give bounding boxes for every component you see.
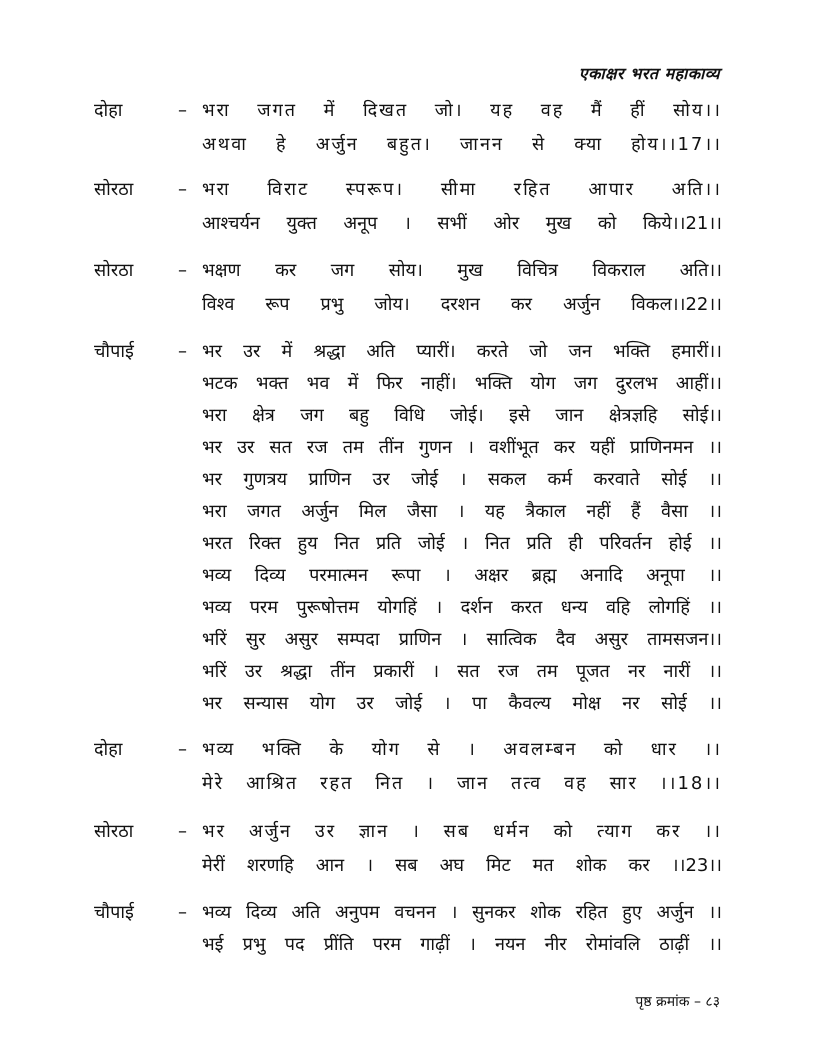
stanza-dash: – (178, 260, 187, 281)
verse-line: मेरीं शरणहि आन । सब अघ मिट मत शोक कर ।।23।। (202, 855, 722, 876)
verse-line: आश्चर्यन युक्त अनूप । सभीं ओर मुख को किये।।21।। (202, 213, 722, 234)
stanza-dash: – (178, 821, 187, 842)
verse-line: भरत रिक्त हुय नित प्रति जोई । नित प्रति ही परिवर्तन होई ।। (202, 533, 722, 554)
stanza-label: दोहा (94, 739, 123, 760)
verse-line: भर उर सत रज तम तींन गुणन । वशींभूत कर यहीं प्राणिनमन ।। (202, 437, 722, 458)
verse-line: भई प्रभु पद प्रींति परम गाढ़ीं । नयन नीर रोमांवलि ठाढ़ीं ।। (202, 934, 722, 955)
verse-line: भव्य दिव्य अति अनुपम वचनन । सुनकर शोक रहित हुए अर्जुन ।। (202, 902, 722, 923)
stanza-dash: – (178, 902, 187, 923)
verse-line: भर सन्यास योग उर जोई । पा कैवल्य मोक्ष नर सोई ।। (202, 693, 722, 714)
verse-line: भरा विराट स्परूप। सीमा रहित आपार अति।। (202, 179, 722, 200)
verse-line: भर अर्जुन उर ज्ञान । सब धर्मन को त्याग कर ।। (202, 821, 722, 842)
verse-line: भरिं उर श्रद्धा तींन प्रकारीं । सत रज तम पूजत नर नारीं ।। (202, 661, 722, 682)
verse-line: भटक भक्त भव में फिर नाहीं। भक्ति योग जग दुरलभ आहीं।। (202, 373, 722, 394)
verse-line: भव्य परम पुरूषोत्तम योगहिं । दर्शन करत धन्य वहि लोगहिं ।। (202, 597, 722, 618)
verse-line: भरा क्षेत्र जग बहु विधि जोई। इसे जान क्षेत्रज्ञहि सोई।। (202, 405, 722, 426)
stanza-dash: – (178, 179, 187, 200)
verse-line: मेरे आश्रित रहत नित । जान तत्व वह सार ।।18।। (202, 773, 722, 794)
verse-line: अथवा हे अर्जुन बहुत। जानन से क्या होय।।17।। (202, 134, 722, 155)
page-header-title: एकाक्षर भरत महाकाव्य (578, 64, 720, 83)
verse-line: भव्य भक्ति के योग से । अवलम्बन को धार ।। (202, 739, 722, 760)
page-number: पृष्ठ क्रमांक – ८३ (635, 994, 720, 1010)
stanza-label: चौपाई (94, 902, 134, 923)
verse-line: भक्षण कर जग सोय। मुख विचित्र विकराल अति।। (202, 260, 722, 281)
verse-line: भरिं सुर असुर सम्पदा प्राणिन । सात्विक दैव असुर तामसजन।। (202, 629, 722, 650)
stanza-dash: – (178, 739, 187, 760)
stanza-label: सोरठा (94, 260, 134, 281)
verse-line: भर गुणत्रय प्राणिन उर जोई । सकल कर्म करवाते सोई ।। (202, 469, 722, 490)
stanza-label: सोरठा (94, 821, 134, 842)
stanza-label: सोरठा (94, 179, 134, 200)
stanza-label: चौपाई (94, 341, 134, 362)
verse-line: भरा जगत में दिखत जो। यह वह मैं हीं सोय।। (202, 100, 722, 121)
stanza-label: दोहा (94, 100, 123, 121)
verse-line: विश्व रूप प्रभु जोय। दरशन कर अर्जुन विकल।।22।। (202, 294, 722, 315)
stanza-dash: – (178, 100, 187, 121)
verse-line: भर उर में श्रद्धा अति प्यारीं। करते जो जन भक्ति हमारीं।। (202, 341, 722, 362)
stanza-dash: – (178, 341, 187, 362)
verse-line: भरा जगत अर्जुन मिल जैसा । यह त्रैकाल नहीं हैं वैसा ।। (202, 501, 722, 522)
verse-line: भव्य दिव्य परमात्मन रूपा । अक्षर ब्रह्म अनादि अनूपा ।। (202, 565, 722, 586)
